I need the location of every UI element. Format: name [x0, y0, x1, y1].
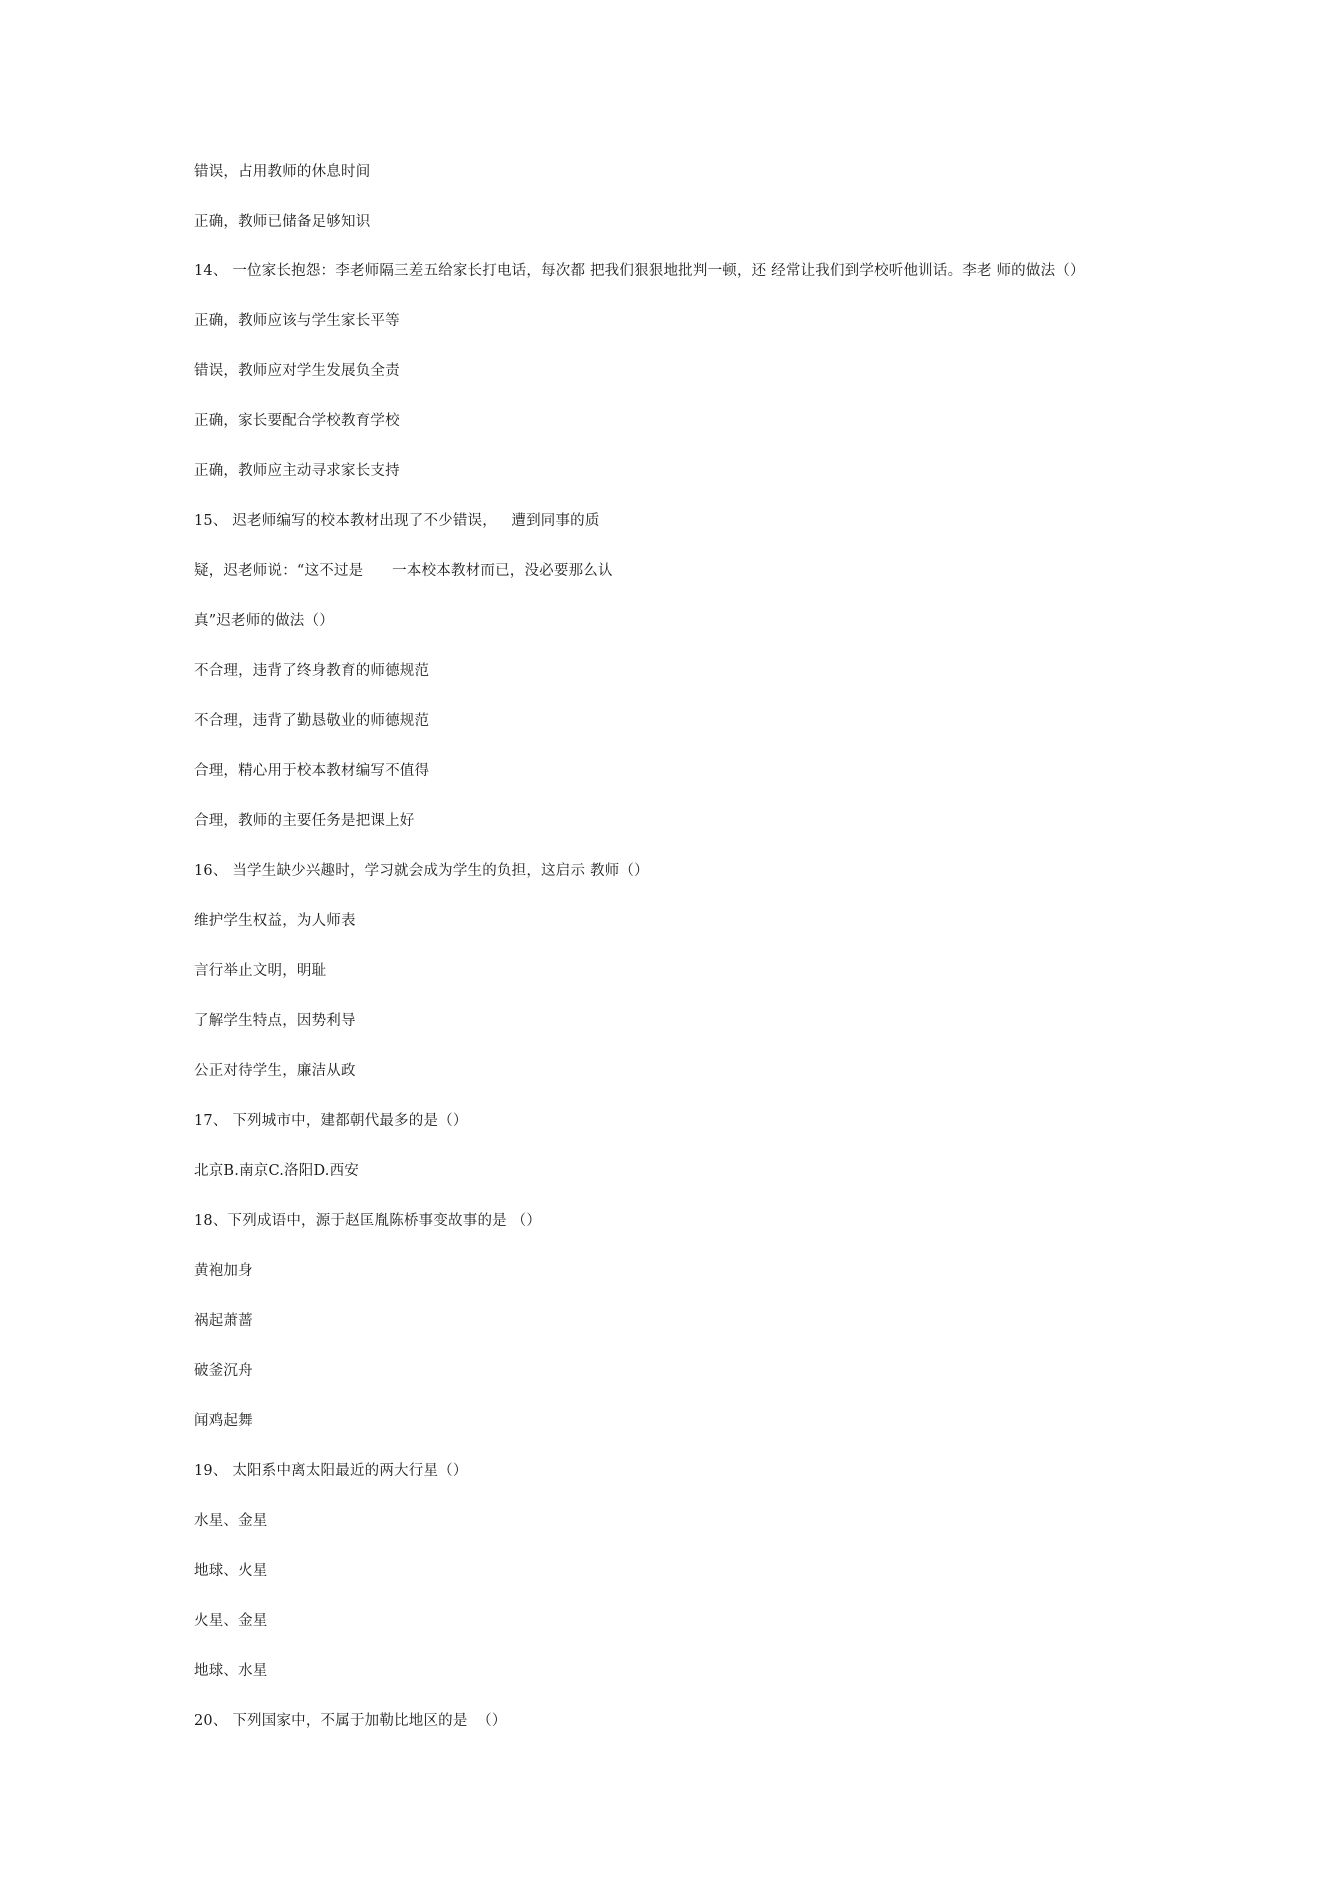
option-text: 黄袍加身	[194, 1263, 253, 1279]
option-text: 了解学生特点，因势利导	[194, 1013, 356, 1029]
option-text: 正确，教师已储备足够知识	[194, 214, 371, 230]
option-text: 正确，教师应主动寻求家长支持	[194, 463, 400, 479]
option-text: 地球、水星	[194, 1663, 268, 1679]
option-text: 正确，教师应该与学生家长平等	[194, 313, 400, 329]
option-text: 维护学生权益，为人师表	[194, 913, 356, 929]
question-text: 17、 下列城市中，建都朝代最多的是（）	[194, 1113, 468, 1129]
option-text: 祸起萧蔷	[194, 1313, 253, 1329]
question-text: 20、 下列国家中，不属于加勒比地区的是 （）	[194, 1713, 507, 1729]
question-text: 15、 迟老师编写的校本教材出现了不少错误， 遭到同事的质	[194, 513, 600, 529]
question-text: 疑，迟老师说：“这不过是 一本校本教材而已，没必要那么认	[194, 563, 613, 579]
question-text: 19、 太阳系中离太阳最近的两大行星（）	[194, 1463, 468, 1479]
option-text: 北京B.南京C.洛阳D.西安	[194, 1163, 359, 1179]
question-text: 16、 当学生缺少兴趣时，学习就会成为学生的负担，这启示 教师（）	[194, 863, 649, 879]
option-text: 错误，占用教师的休息时间	[194, 164, 371, 180]
option-text: 火星、金星	[194, 1613, 268, 1629]
question-text: 14、 一位家长抱怨：李老师隔三差五给家长打电话，每次都 把我们狠狠地批判一顿，还 经常让我们到学校听他训话。李老 师的做法（）	[194, 263, 1085, 279]
option-text: 地球、火星	[194, 1563, 268, 1579]
question-text: 真”迟老师的做法（）	[194, 613, 334, 629]
question-text: 18、下列成语中，源于赵匡胤陈桥事变故事的是 （）	[194, 1213, 542, 1229]
option-text: 合理，教师的主要任务是把课上好	[194, 813, 415, 829]
option-text: 闻鸡起舞	[194, 1413, 253, 1429]
option-text: 言行举止文明，明耻	[194, 963, 327, 979]
option-text: 公正对待学生，廉洁从政	[194, 1063, 356, 1079]
option-text: 破釜沉舟	[194, 1363, 253, 1379]
option-text: 不合理，违背了勤恳敬业的师德规范	[194, 713, 430, 729]
option-text: 不合理，违背了终身教育的师德规范	[194, 663, 430, 679]
option-text: 错误，教师应对学生发展负全责	[194, 363, 400, 379]
option-text: 合理，精心用于校本教材编写不值得	[194, 763, 430, 779]
option-text: 水星、金星	[194, 1513, 268, 1529]
option-text: 正确，家长要配合学校教育学校	[194, 413, 400, 429]
